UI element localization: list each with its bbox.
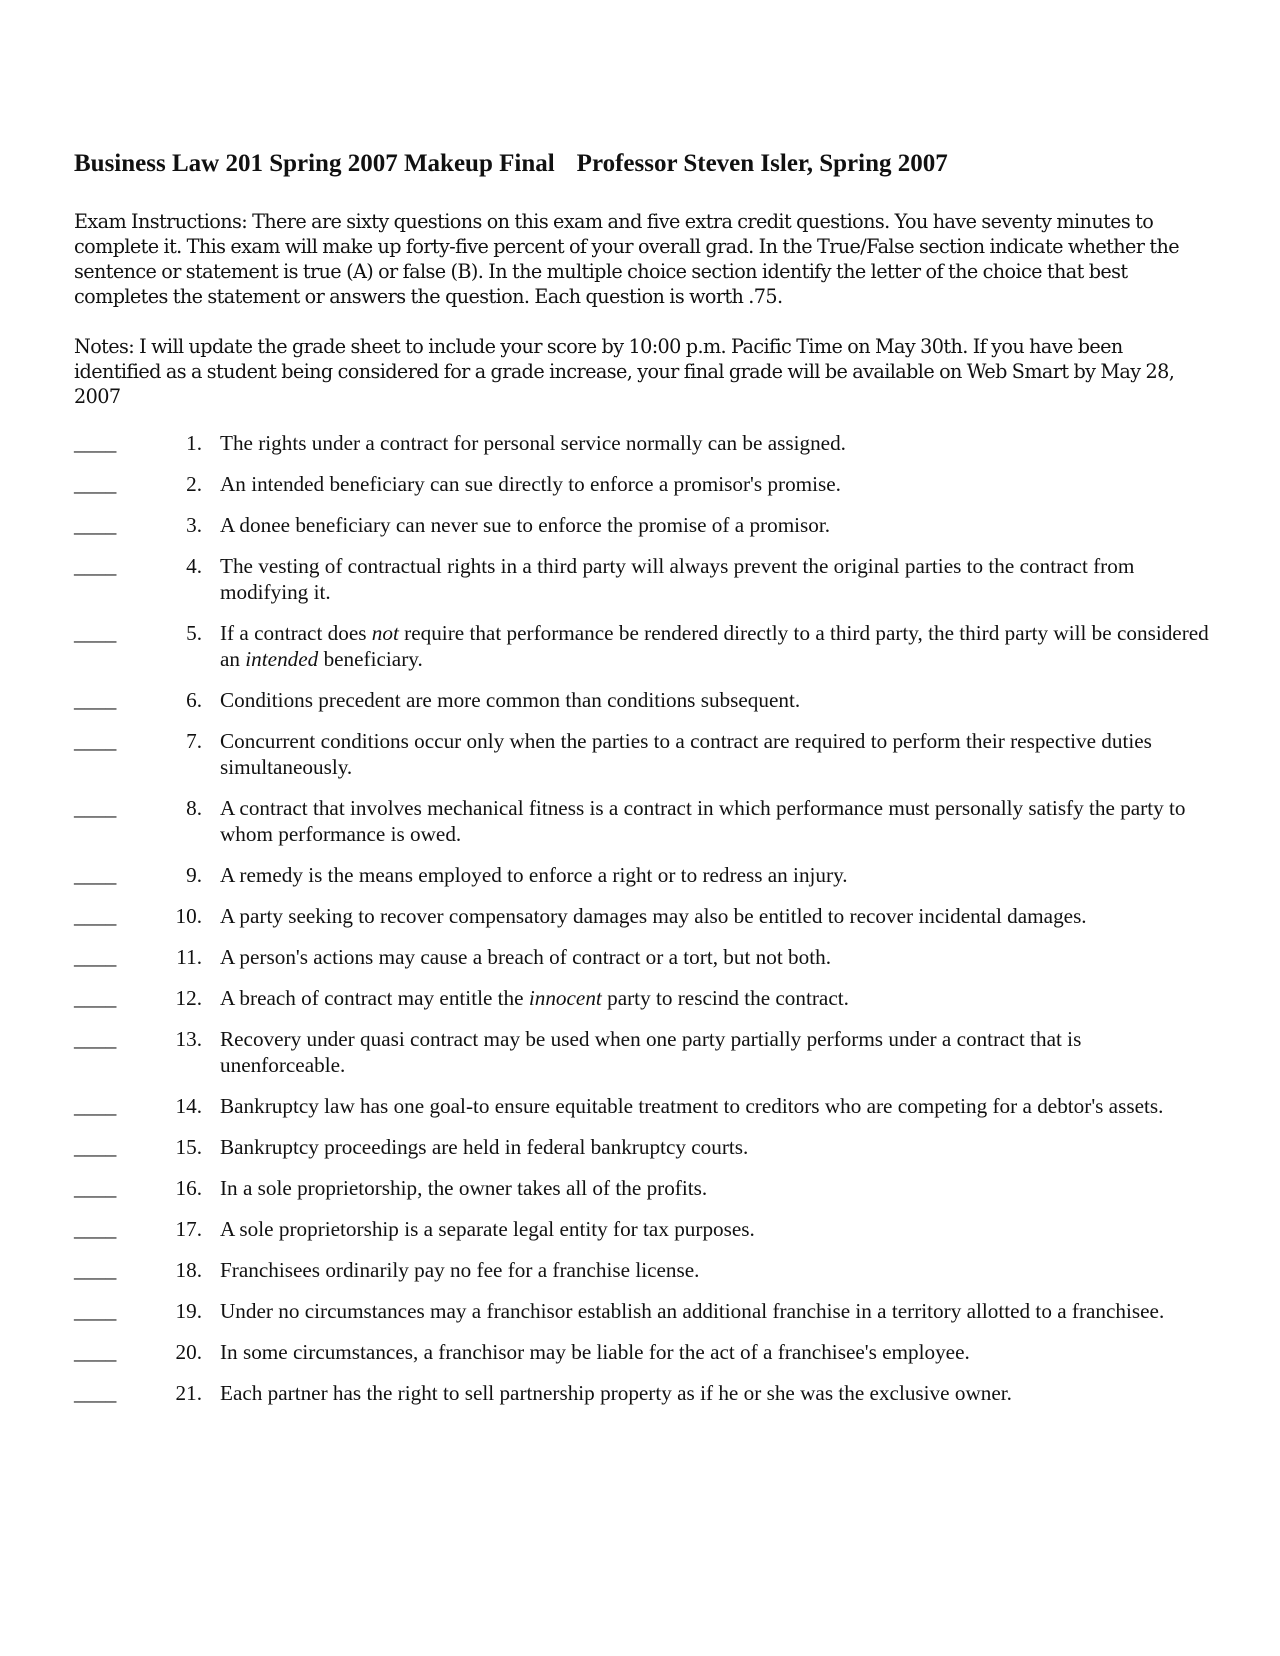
question-number: 18. bbox=[175, 1258, 202, 1282]
question-item bbox=[74, 620, 1209, 672]
question-number: 9. bbox=[186, 863, 202, 887]
question-item bbox=[74, 553, 1209, 605]
question-number: 7. bbox=[186, 729, 202, 753]
page-title bbox=[74, 150, 1209, 178]
question-text: An intended beneficiary can sue directly to enforce a promisor's promise. bbox=[220, 472, 841, 496]
question-number: 8. bbox=[186, 796, 202, 820]
question-number: 10. bbox=[175, 904, 202, 928]
question-item bbox=[74, 1175, 1209, 1201]
answer-blank[interactable]: ____ bbox=[74, 1299, 117, 1323]
question-text: A sole proprietorship is a separate legal entity for tax purposes. bbox=[220, 1217, 755, 1241]
question-item bbox=[74, 1298, 1209, 1324]
question-list bbox=[74, 430, 1209, 1406]
question-text: In a sole proprietorship, the owner takes all of the profits. bbox=[220, 1176, 708, 1200]
question-item bbox=[74, 687, 1209, 713]
emphasis-intended: intended bbox=[245, 647, 319, 671]
question-text: In some circumstances, a franchisor may be liable for the act of a franchisee's employee. bbox=[220, 1340, 970, 1364]
question-item bbox=[74, 862, 1209, 888]
question-number: 12. bbox=[175, 986, 202, 1010]
question-text: A person's actions may cause a breach of contract or a tort, but not both. bbox=[220, 945, 832, 969]
question-number: 6. bbox=[186, 688, 202, 712]
question-item bbox=[74, 1134, 1209, 1160]
question-text: Franchisees ordinarily pay no fee for a franchise license. bbox=[220, 1258, 700, 1282]
question-text: A breach of contract may entitle the innocent party to rescind the contract. bbox=[220, 986, 849, 1010]
question-number: 13. bbox=[175, 1027, 202, 1051]
answer-blank[interactable]: ____ bbox=[74, 796, 117, 820]
question-text: A donee beneficiary can never sue to enforce the promise of a promisor. bbox=[220, 513, 831, 537]
question-item bbox=[74, 728, 1209, 780]
title-professor: Professor Steven Isler, Spring 2007 bbox=[576, 150, 948, 177]
question-number: 4. bbox=[186, 554, 202, 578]
exam-notes: Notes: I will update the grade sheet to include your score by 10:00 p.m. Pacific Time on May 30th. If you have been identified as a student being considered for a grade increase, your final grade will be available on Web Smart by May 28, 2007 bbox=[74, 335, 1175, 408]
answer-blank[interactable]: ____ bbox=[74, 1135, 117, 1159]
question-number: 5. bbox=[186, 621, 202, 645]
emphasis-not: not bbox=[371, 621, 399, 645]
question-number: 3. bbox=[186, 513, 202, 537]
question-item bbox=[74, 903, 1209, 929]
question-item bbox=[74, 795, 1209, 847]
question-text: Each partner has the right to sell partnership property as if he or she was the exclusive owner. bbox=[220, 1381, 1012, 1405]
question-text: Recovery under quasi contract may be used when one party partially performs under a contract that is unenforceable. bbox=[220, 1027, 1082, 1077]
question-text: A remedy is the means employed to enforce a right or to redress an injury. bbox=[220, 863, 848, 887]
question-number: 1. bbox=[186, 431, 202, 455]
answer-blank[interactable]: ____ bbox=[74, 863, 117, 887]
answer-blank[interactable]: ____ bbox=[74, 1258, 117, 1282]
question-number: 2. bbox=[186, 472, 202, 496]
answer-blank[interactable]: ____ bbox=[74, 688, 117, 712]
answer-blank[interactable]: ____ bbox=[74, 945, 117, 969]
question-number: 11. bbox=[176, 945, 202, 969]
question-item bbox=[74, 1093, 1209, 1119]
question-item bbox=[74, 944, 1209, 970]
answer-blank[interactable]: ____ bbox=[74, 904, 117, 928]
answer-blank[interactable]: ____ bbox=[74, 1027, 117, 1051]
question-item bbox=[74, 1026, 1209, 1078]
answer-blank[interactable]: ____ bbox=[74, 1176, 117, 1200]
answer-blank[interactable]: ____ bbox=[74, 986, 117, 1010]
question-number: 21. bbox=[175, 1381, 202, 1405]
answer-blank[interactable]: ____ bbox=[74, 729, 117, 753]
question-item bbox=[74, 1380, 1209, 1406]
question-text: Under no circumstances may a franchisor establish an additional franchise in a territory allotted to a franchisee. bbox=[220, 1299, 1165, 1323]
question-text: Concurrent conditions occur only when the parties to a contract are required to perform their respective duties simultaneously. bbox=[220, 729, 1152, 779]
exam-instructions: Exam Instructions: There are sixty questions on this exam and five extra credit questions. You have seventy minutes to complete it. This exam will make up forty-five percent of your overall grad. In the True/False section indicate whether the sentence or statement is true (A) or false (B). In the multiple choice section identify the letter of the choice that best completes the statement or answers the question. Each question is worth .75. bbox=[74, 210, 1179, 308]
answer-blank[interactable]: ____ bbox=[74, 431, 117, 455]
exam-page bbox=[74, 150, 1209, 1422]
question-item bbox=[74, 1257, 1209, 1283]
question-text: Bankruptcy law has one goal-to ensure equitable treatment to creditors who are competing for a debtor's assets. bbox=[220, 1094, 1164, 1118]
question-number: 14. bbox=[175, 1094, 202, 1118]
question-item bbox=[74, 985, 1209, 1011]
answer-blank[interactable]: ____ bbox=[74, 472, 117, 496]
question-text: A party seeking to recover compensatory damages may also be entitled to recover incidental damages. bbox=[220, 904, 1087, 928]
question-item bbox=[74, 471, 1209, 497]
question-text: The vesting of contractual rights in a third party will always prevent the original parties to the contract from modifying it. bbox=[220, 554, 1135, 604]
question-item bbox=[74, 1339, 1209, 1365]
title-course: Business Law 201 Spring 2007 Makeup Final bbox=[74, 150, 555, 177]
question-number: 16. bbox=[175, 1176, 202, 1200]
question-number: 15. bbox=[175, 1135, 202, 1159]
question-item bbox=[74, 512, 1209, 538]
answer-blank[interactable]: ____ bbox=[74, 621, 117, 645]
answer-blank[interactable]: ____ bbox=[74, 1381, 117, 1405]
answer-blank[interactable]: ____ bbox=[74, 1340, 117, 1364]
question-text: The rights under a contract for personal service normally can be assigned. bbox=[220, 431, 846, 455]
question-text: Conditions precedent are more common than conditions subsequent. bbox=[220, 688, 801, 712]
question-number: 20. bbox=[175, 1340, 202, 1364]
answer-blank[interactable]: ____ bbox=[74, 1217, 117, 1241]
answer-blank[interactable]: ____ bbox=[74, 1094, 117, 1118]
emphasis-innocent: innocent bbox=[528, 986, 602, 1010]
question-number: 17. bbox=[175, 1217, 202, 1241]
question-text: Bankruptcy proceedings are held in federal bankruptcy courts. bbox=[220, 1135, 749, 1159]
question-item bbox=[74, 430, 1209, 456]
answer-blank[interactable]: ____ bbox=[74, 513, 117, 537]
question-text: If a contract does not require that performance be rendered directly to a third party, the third party will be considered an intended beneficiary. bbox=[220, 621, 1209, 671]
answer-blank[interactable]: ____ bbox=[74, 554, 117, 578]
question-number: 19. bbox=[175, 1299, 202, 1323]
question-item bbox=[74, 1216, 1209, 1242]
question-text: A contract that involves mechanical fitness is a contract in which performance must personally satisfy the party to whom performance is owed. bbox=[220, 796, 1186, 846]
